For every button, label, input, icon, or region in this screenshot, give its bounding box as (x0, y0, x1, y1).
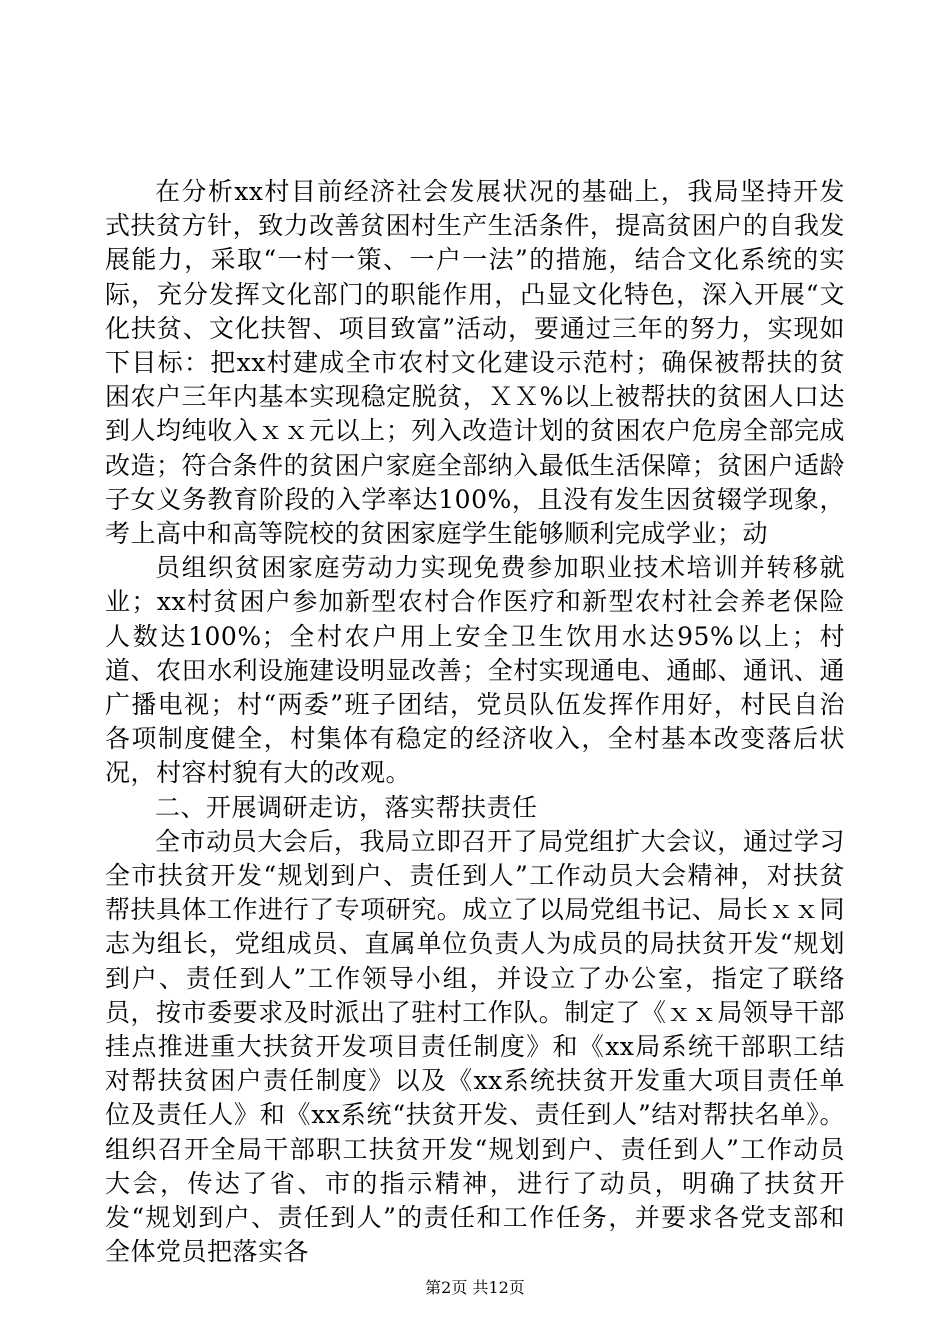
page-footer: 第2页 共12页 (425, 1278, 525, 1297)
paragraph-responsibilities: 全市动员大会后，我局立即召开了局党组扩大会议，通过学习全市扶贫开发“规划到户、责任到人”工作动员大会精神，对扶贫帮扶具体工作进行了专项研究。成立了以局党组书记、局长ｘｘ同志为组长，党组成员、直属单位负责人为成员的局扶贫开发“规划到户、责任到人”工作领导小组，并设立了办公室，指定了联络员，按市委要求及时派出了驻村工作队。制定了《ｘｘ局领导干部挂点推进重大扶贫开发项目责任制度》和《xx局系统干部职工结对帮扶贫困户责任制度》以及《xx系统扶贫开发重大项目责任单位及责任人》和《xx系统“扶贫开发、责任到人”结对帮扶名单》。组织召开全局干部职工扶贫开发“规划到户、责任到人”工作动员大会，传达了省、市的指示精神，进行了动员，明确了扶贫开发“规划到户、责任到人”的责任和工作任务，并要求各党支部和全体党员把落实各 (105, 826, 845, 1267)
paragraph-targets: 在分析xx村目前经济社会发展状况的基础上，我局坚持开发式扶贫方针，致力改善贫困村生产生活条件，提高贫困户的自我发展能力，采取“一村一策、一户一法”的措施，结合文化系统的实际，充分发挥文化部门的职能作用，凸显文化特色，深入开展“文化扶贫、文化扶智、项目致富”活动，要通过三年的努力，实现如下目标：把xx村建成全市农村文化建设示范村；确保被帮扶的贫困农户三年内基本实现稳定脱贫，ＸＸ%以上被帮扶的贫困人口达到人均纯收入ｘｘ元以上；列入改造计划的贫困农户危房全部完成改造；符合条件的贫困户家庭全部纳入最低生活保障；贫困户适龄子女义务教育阶段的入学率达100%，且没有发生因贫辍学现象，考上高中和高等院校的贫困家庭学生能够顺利完成学业；动 (105, 177, 845, 549)
section-heading: 二、开展调研走访，落实帮扶责任 (155, 792, 538, 822)
document-body (105, 175, 845, 1270)
paragraph-targets-continued: 员组织贫困家庭劳动力实现免费参加职业技术培训并转移就业；xx村贫困户参加新型农村合作医疗和新型农村社会养老保险人数达100%；全村农户用上安全卫生饮用水达95%以上；村道、农田水利设施建设明显改善；全村实现通电、通邮、通讯、通广播电视；村“两委”班子团结，党员队伍发挥作用好，村民自治各项制度健全，村集体有稳定的经济收入，全村基本改变落后状况，村容村貌有大的改观。 (105, 553, 845, 788)
